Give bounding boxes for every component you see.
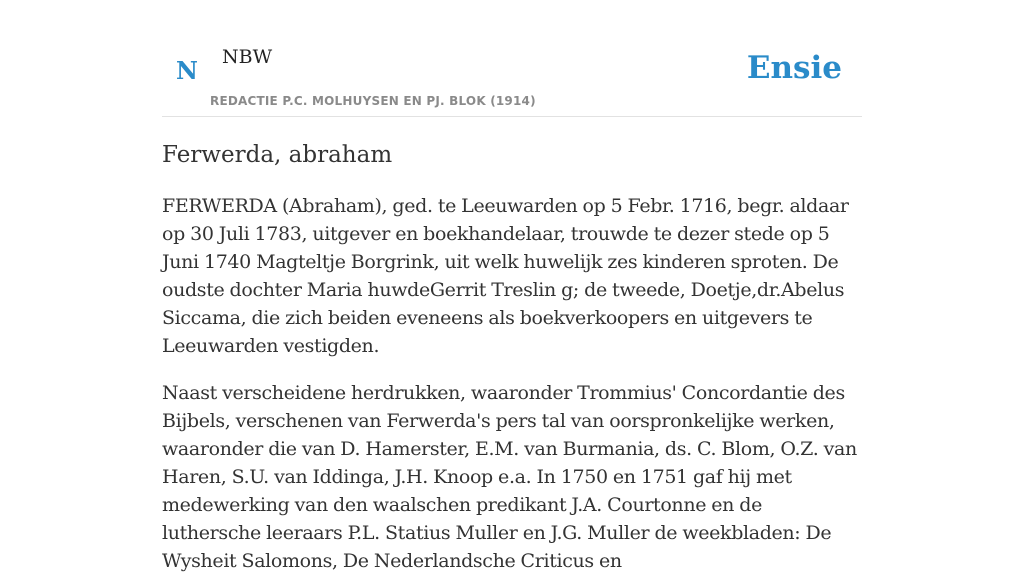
article-title: Ferwerda, abraham <box>162 142 393 168</box>
source-header <box>162 0 862 117</box>
brand-logo[interactable]: Ensie <box>746 50 842 86</box>
article-paragraph: Naast verscheidene herdrukken, waaronder Trommius' Concordantie des Bijbels, verschenen van Ferwerda's pers tal van oorspronkelijke werken, waaronder die van D. Hamerster, E.M. van Burmania, ds. C. Blom, O.Z. van Haren, S.U. van Iddinga, J.H. Knoop e.a. In 1750 en 1751 gaf hij met medewerking van den waalschen predikant J.A. Courtonne en de luthersche leeraars P.L. Statius Muller en J.G. Muller de weekbladen: De Wysheit Salomons, De Nederlandsche Criticus en <box>162 382 857 572</box>
source-logo[interactable]: N <box>176 56 198 85</box>
source-title[interactable]: NBW <box>222 46 273 68</box>
source-subtitle: REDACTIE P.C. MOLHUYSEN EN PJ. BLOK (1914) <box>210 94 536 108</box>
article <box>162 138 864 575</box>
article-paragraph: FERWERDA (Abraham), ged. te Leeuwarden op 5 Febr. 1716, begr. aldaar op 30 Juli 1783, uitgever en boekhandelaar, trouwde te dezer stede op 5 Juni 1740 Magteltje Borgrink, uit welk huwelijk zes kinderen sproten. De oudste dochter Maria huwdeGerrit Treslin g; de tweede, Doetje,dr.Abelus Siccama, die zich beiden eveneens als boekverkoopers en uitgevers te Leeuwarden vestigden. <box>162 195 849 357</box>
